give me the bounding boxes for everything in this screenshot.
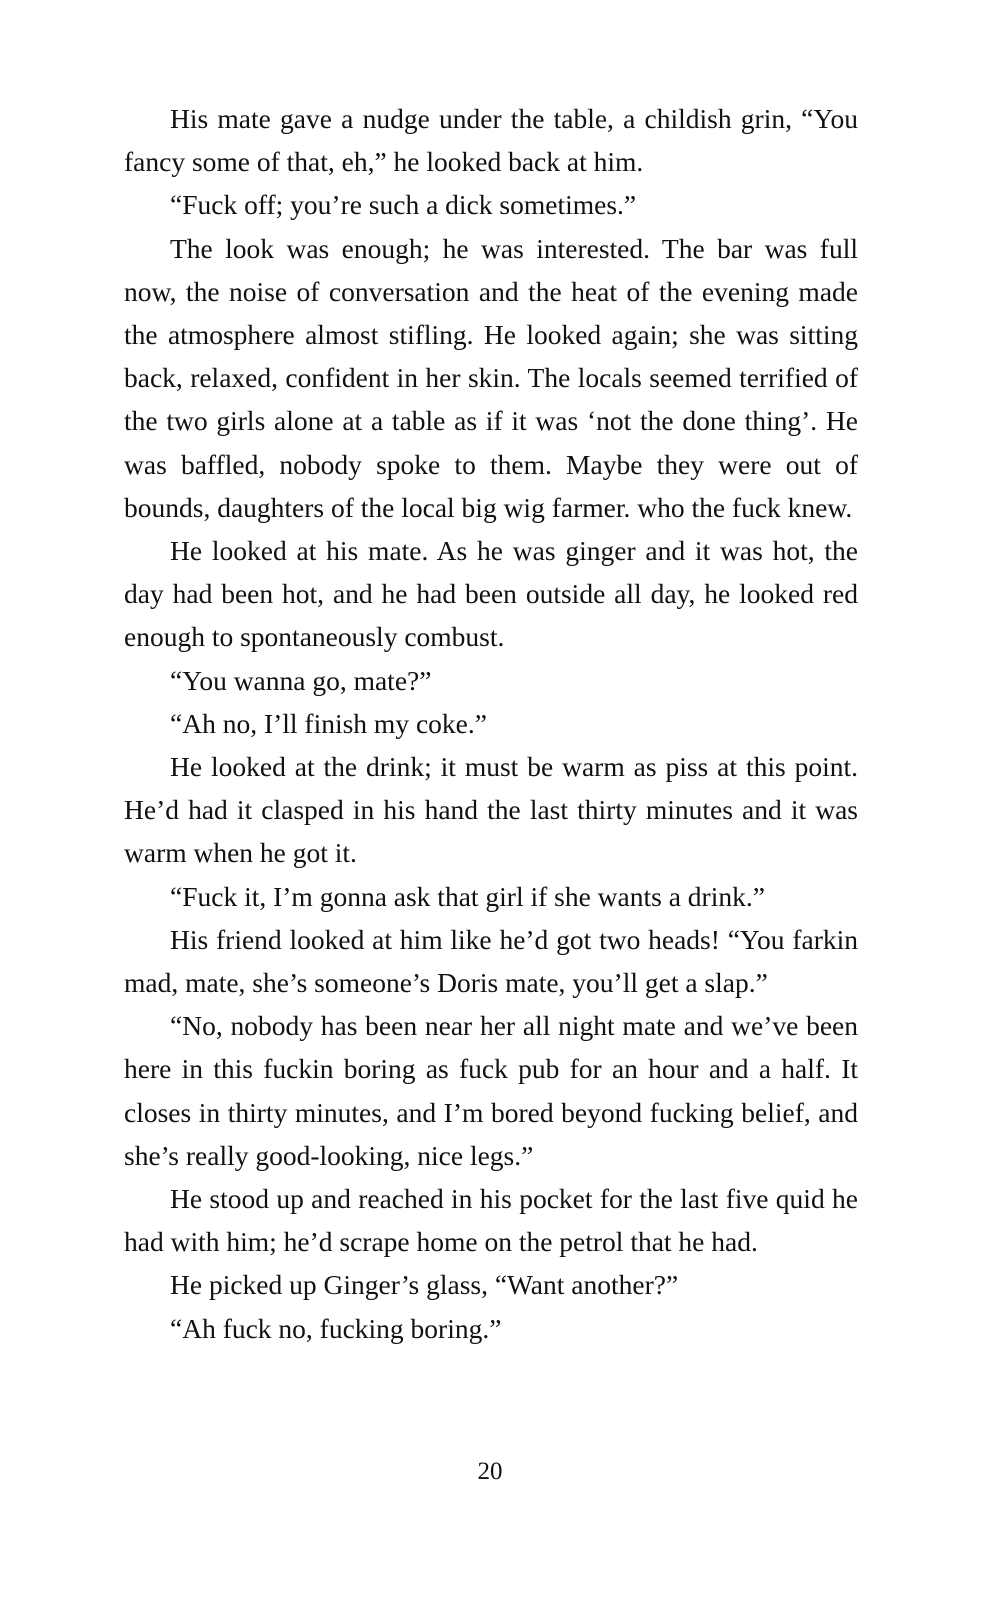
paragraph: His mate gave a nudge under the table, a childish grin, “You fancy some of that, eh,” he looked back at him. xyxy=(124,103,858,178)
paragraph: “Ah fuck no, fucking boring.” xyxy=(170,1312,502,1344)
paragraph: The look was enough; he was interested. The bar was full now, the noise of conversation and the heat of the evening made the atmosphere almost stifling. He looked again; she was sitting back, relaxed, confident in her skin. The locals seemed terrified of the two girls alone at a table as if it was ‘not the done thing’. He was baffled, nobody spoke to them. Maybe they were out of bounds, daughters of the local big wig farmer. who the fuck knew. xyxy=(124,232,858,523)
paragraph: “Fuck it, I’m gonna ask that girl if she wants a drink.” xyxy=(170,880,765,912)
page-body xyxy=(124,97,858,1350)
paragraph: “No, nobody has been near her all night mate and we’ve been here in this fuckin boring as fuck pub for an hour and a half. It closes in thirty minutes, and I’m bored beyond fucking belief, and she’s really good-looking, nice legs.” xyxy=(124,1010,858,1171)
page-number: 20 xyxy=(477,1458,503,1485)
paragraph: His friend looked at him like he’d got two heads! “You farkin mad, mate, she’s someone’s Doris mate, you’ll get a slap.” xyxy=(124,923,858,999)
paragraph: He looked at his mate. As he was ginger and it was hot, the day had been hot, and he had been outside all day, he looked red enough to spontaneously combust. xyxy=(124,535,858,653)
paragraph: “Fuck off; you’re such a dick sometimes.” xyxy=(170,189,637,221)
paragraph: “You wanna go, mate?” xyxy=(170,664,432,696)
paragraph: He picked up Ginger’s glass, “Want another?” xyxy=(170,1269,679,1301)
paragraph: He looked at the drink; it must be warm as piss at this point. He’d had it clasped in his hand the last thirty minutes and it was warm when he got it. xyxy=(124,751,858,869)
paragraph: He stood up and reached in his pocket for the last five quid he had with him; he’d scrape home on the petrol that he had. xyxy=(124,1183,858,1258)
paragraph: “Ah no, I’ll finish my coke.” xyxy=(170,707,487,739)
